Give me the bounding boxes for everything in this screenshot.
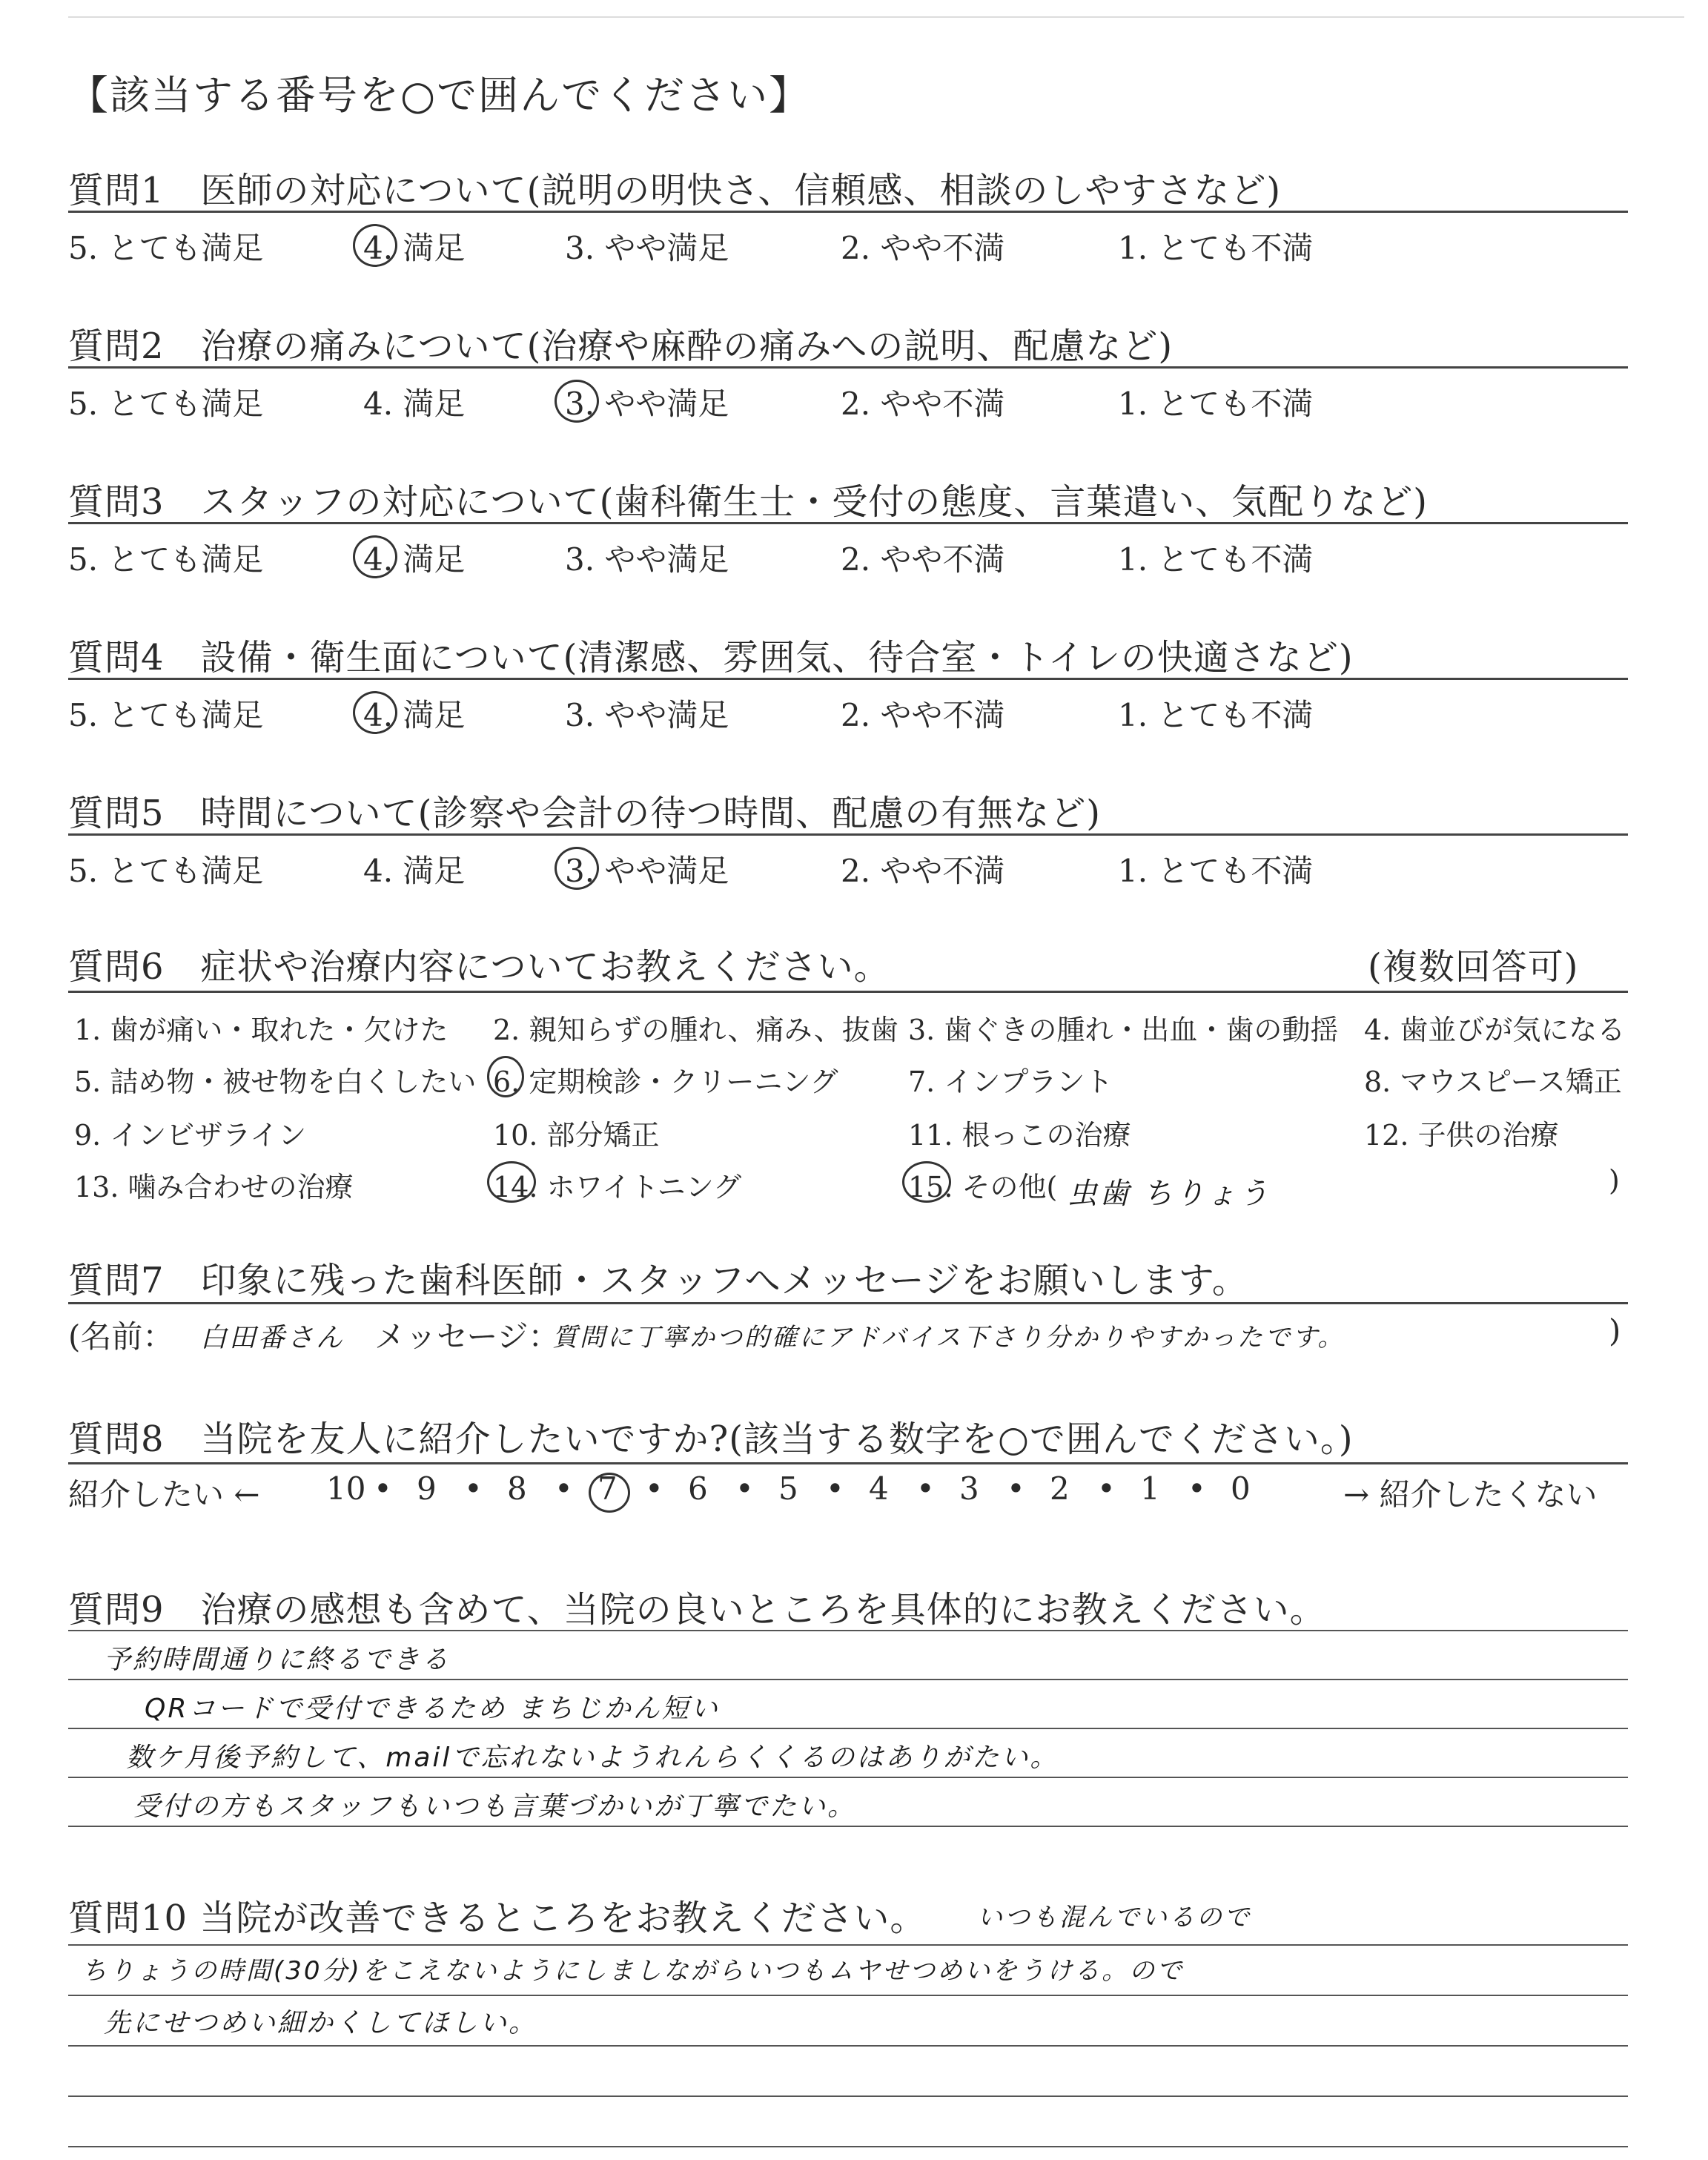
- q8-scale-dot: •: [464, 1470, 483, 1507]
- q3-title: 質問3 スタッフの対応について(歯科衛生士・受付の態度、言葉遣い、気配りなど): [68, 481, 1429, 523]
- q2-option-4[interactable]: 4. 満足: [363, 386, 466, 422]
- q2-option-5[interactable]: 5. とても満足: [68, 386, 264, 422]
- q6-selected-circle-15: [902, 1161, 951, 1203]
- q4-option-1[interactable]: 1. とても不満: [1118, 697, 1314, 733]
- q8-scale-10[interactable]: 10: [326, 1470, 366, 1507]
- q8-scale-0[interactable]: 0: [1231, 1470, 1251, 1507]
- q8-scale-dot: •: [826, 1470, 844, 1507]
- q2-rule: [68, 366, 1628, 369]
- q4-option-4[interactable]: 4. 満足: [363, 697, 466, 733]
- q6-note: (複数回答可): [1368, 946, 1579, 988]
- q2-option-1[interactable]: 1. とても不満: [1118, 386, 1314, 422]
- q2-selected-circle: [555, 380, 599, 423]
- q8-scale-dot: •: [555, 1470, 573, 1507]
- q6-option-13[interactable]: 13. 噛み合わせの治療: [74, 1171, 354, 1203]
- top-edge-line: [68, 16, 1684, 18]
- q8-scale-3[interactable]: 3: [959, 1470, 979, 1507]
- q3-rule: [68, 522, 1628, 524]
- q4-option-3[interactable]: 3. やや満足: [565, 697, 729, 733]
- q2-option-3[interactable]: 3. やや満足: [565, 386, 729, 422]
- q6-option-15[interactable]: 15. その他(: [908, 1171, 1058, 1203]
- q8-scale-dot: •: [916, 1470, 935, 1507]
- q8-scale-dot: •: [1007, 1470, 1025, 1507]
- q9-line-1: [68, 1630, 1628, 1631]
- q1-option-4[interactable]: 4. 満足: [363, 230, 466, 266]
- q7-title: 質問7 印象に残った歯科医師・スタッフへメッセージをお願いします。: [68, 1260, 1248, 1301]
- q10-line-3: [68, 2045, 1628, 2047]
- q10-line-4: [68, 2095, 1628, 2097]
- q9-answer-1[interactable]: 予約時間通りに終るできる: [104, 1645, 451, 1675]
- q8-scale-dot: •: [735, 1470, 754, 1507]
- q8-scale-2[interactable]: 2: [1050, 1470, 1070, 1507]
- page-heading: 【該当する番号を○で囲んでください】: [68, 72, 811, 119]
- q4-option-2[interactable]: 2. やや不満: [841, 697, 1005, 733]
- q6-option-11[interactable]: 11. 根っこの治療: [908, 1119, 1131, 1152]
- q3-option-4[interactable]: 4. 満足: [363, 541, 466, 578]
- q5-title: 質問5 時間について(診察や会計の待つ時間、配慮の有無など): [68, 793, 1102, 834]
- q9-line-3: [68, 1728, 1628, 1729]
- q6-selected-circle-14: [487, 1161, 536, 1203]
- q1-option-2[interactable]: 2. やや不満: [841, 230, 1005, 266]
- q4-selected-circle: [353, 691, 397, 734]
- q6-option-1[interactable]: 1. 歯が痛い・取れた・欠けた: [74, 1014, 448, 1046]
- q8-scale-7[interactable]: 7: [598, 1470, 618, 1507]
- q10-line-5: [68, 2146, 1628, 2147]
- q6-option-10[interactable]: 10. 部分矯正: [493, 1119, 660, 1152]
- q8-scale-9[interactable]: 9: [417, 1470, 437, 1507]
- q6-option-7[interactable]: 7. インプラント: [908, 1066, 1113, 1098]
- q1-option-5[interactable]: 5. とても満足: [68, 230, 264, 266]
- q8-scale-6[interactable]: 6: [688, 1470, 708, 1507]
- q8-scale-8[interactable]: 8: [507, 1470, 527, 1507]
- q8-scale-dot: •: [1097, 1470, 1116, 1507]
- q9-answer-2[interactable]: QRコードで受付できるため まちじかん短い: [145, 1694, 720, 1724]
- q8-title: 質問8 当院を友人に紹介したいですか?(該当する数字を○で囲んでください。): [68, 1418, 1354, 1460]
- q10-answer-2[interactable]: 先にせつめい細かくしてほしい。: [104, 2008, 538, 2038]
- q8-right-label: → 紹介したくない: [1343, 1476, 1598, 1513]
- q7-name-value[interactable]: 白田番さん: [200, 1323, 345, 1353]
- q8-selected-circle: [589, 1473, 630, 1513]
- q8-scale-5[interactable]: 5: [778, 1470, 798, 1507]
- q1-option-3[interactable]: 3. やや満足: [565, 230, 729, 266]
- q1-selected-circle: [353, 224, 397, 267]
- q6-option-14[interactable]: 14. ホワイトニング: [493, 1171, 742, 1203]
- q10-answer-1[interactable]: ちりょうの時間(30分)をこえないようにしましながらいつもムヤせつめいをうける。ので: [82, 1956, 1185, 1986]
- q8-rule: [68, 1462, 1628, 1464]
- q6-option-4[interactable]: 4. 歯並びが気になる: [1364, 1014, 1626, 1046]
- q2-option-2[interactable]: 2. やや不満: [841, 386, 1005, 422]
- q6-selected-circle-6: [487, 1056, 524, 1097]
- q6-other-text[interactable]: 虫歯 ちりょう: [1068, 1177, 1271, 1211]
- q4-rule: [68, 678, 1628, 680]
- q10-line-2: [68, 1995, 1628, 1996]
- q8-scale-dot: •: [645, 1470, 663, 1507]
- q4-option-5[interactable]: 5. とても満足: [68, 697, 264, 733]
- q9-answer-4[interactable]: 受付の方もスタッフもいつも言葉づかいが丁寧でたい。: [133, 1791, 857, 1822]
- q3-selected-circle: [353, 535, 397, 578]
- q5-option-5[interactable]: 5. とても満足: [68, 853, 264, 889]
- q5-option-4[interactable]: 4. 満足: [363, 853, 466, 889]
- q1-option-1[interactable]: 1. とても不満: [1118, 230, 1314, 266]
- q5-rule: [68, 833, 1628, 836]
- q9-line-4: [68, 1777, 1628, 1778]
- q2-title: 質問2 治療の痛みについて(治療や麻酔の痛みへの説明、配慮など): [68, 326, 1174, 367]
- q6-option-12[interactable]: 12. 子供の治療: [1364, 1119, 1559, 1152]
- q7-message-value[interactable]: 質問に丁寧かつ的確にアドバイス下さり分かりやすかったです。: [552, 1323, 1345, 1353]
- q1-rule: [68, 211, 1628, 213]
- q8-left-label: 紹介したい ←: [68, 1476, 260, 1513]
- q6-option-3[interactable]: 3. 歯ぐきの腫れ・出血・歯の動揺: [908, 1014, 1339, 1046]
- q5-option-2[interactable]: 2. やや不満: [841, 853, 1005, 889]
- q3-option-5[interactable]: 5. とても満足: [68, 541, 264, 578]
- q6-option-5[interactable]: 5. 詰め物・被せ物を白くしたい: [74, 1066, 477, 1098]
- q10-title: 質問10 当院が改善できるところをお教えください。: [68, 1898, 927, 1939]
- q10-inline-note[interactable]: いつも混んでいるので: [977, 1903, 1251, 1932]
- q7-name-label: (名前：: [68, 1318, 174, 1355]
- q6-option-6[interactable]: 6. 定期検診・クリーニング: [493, 1066, 838, 1098]
- q5-option-3[interactable]: 3. やや満足: [565, 853, 729, 889]
- q6-rule: [68, 991, 1628, 993]
- q5-option-1[interactable]: 1. とても不満: [1118, 853, 1314, 889]
- q8-scale-dot: •: [374, 1470, 392, 1507]
- q6-other-close: ): [1609, 1164, 1620, 1197]
- q3-option-3[interactable]: 3. やや満足: [565, 541, 729, 578]
- q9-title: 質問9 治療の感想も含めて、当院の良いところを具体的にお教えください。: [68, 1589, 1326, 1631]
- q8-scale-4[interactable]: 4: [869, 1470, 889, 1507]
- q9-line-5: [68, 1826, 1628, 1827]
- q8-scale-1[interactable]: 1: [1140, 1470, 1160, 1507]
- q9-line-2: [68, 1679, 1628, 1680]
- q1-title: 質問1 医師の対応について(説明の明快さ、信頼感、相談のしやすさなど): [68, 170, 1282, 211]
- q6-option-9[interactable]: 9. インビザライン: [74, 1119, 307, 1152]
- q7-message-label: メッセージ：: [374, 1318, 560, 1355]
- q3-option-2[interactable]: 2. やや不満: [841, 541, 1005, 578]
- q9-answer-3[interactable]: 数ケ月後予約して、mailで忘れないようれんらくくるのはありがたい。: [126, 1743, 1059, 1773]
- q3-option-1[interactable]: 1. とても不満: [1118, 541, 1314, 578]
- q8-scale-dot: •: [1188, 1470, 1206, 1507]
- q10-line-1: [68, 1944, 1628, 1946]
- q7-close-paren: ): [1609, 1312, 1621, 1349]
- q6-title: 質問6 症状や治療内容についてお教えください。: [68, 946, 890, 988]
- q5-selected-circle: [555, 847, 599, 890]
- q6-option-8[interactable]: 8. マウスピース矯正: [1364, 1066, 1622, 1098]
- q7-rule: [68, 1302, 1628, 1304]
- q4-title: 質問4 設備・衛生面について(清潔感、雰囲気、待合室・トイレの快適さなど): [68, 637, 1354, 678]
- q6-option-2[interactable]: 2. 親知らずの腫れ、痛み、抜歯: [493, 1014, 898, 1046]
